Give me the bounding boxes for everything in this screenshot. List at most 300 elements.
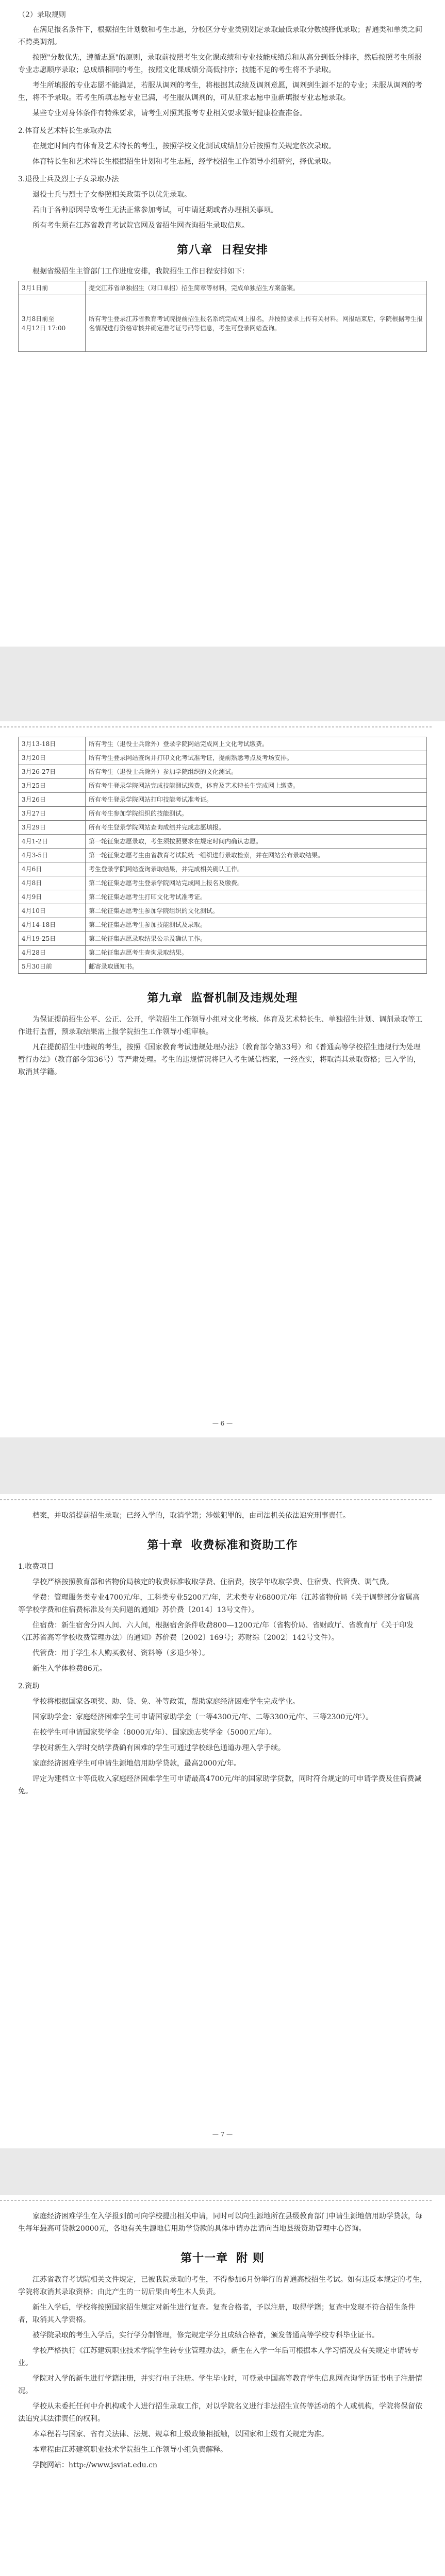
divider-dot — [14, 726, 17, 727]
divider-dot — [274, 1499, 276, 1500]
divider-dot — [123, 2200, 125, 2201]
divider-dot — [159, 1499, 161, 1500]
paragraph: 学校严格执行《江苏建筑职业技术学院学生转专业管理办法》，新生在入学一年后可根据本人学习情况及有关规定申请转专业。 — [18, 2347, 419, 2367]
divider-dot — [310, 726, 312, 727]
divider-dot — [271, 2200, 273, 2201]
divider-dot — [162, 2200, 164, 2201]
divider-dot — [217, 2200, 219, 2201]
divider-dot — [134, 726, 136, 727]
table-cell-desc: 第二轮征集志愿考生登录学院网站完成网上报名及缴费。 — [86, 876, 427, 890]
divider-dot — [292, 1499, 294, 1500]
paragraph: 所有考生须在江苏省教育考试院官网及省招生网查询招生录取信息。 — [32, 222, 249, 230]
divider-dot — [0, 726, 2, 727]
divider-dot — [162, 726, 164, 727]
divider-dot — [300, 2200, 302, 2201]
divider-dot — [90, 2200, 92, 2201]
divider-dot — [58, 1499, 60, 1500]
divider-dot — [310, 2200, 312, 2201]
divider-dot — [422, 1499, 424, 1500]
divider-dot — [404, 1499, 406, 1500]
table-cell-date: 4月1-2日 — [19, 835, 86, 849]
divider-dot — [14, 2200, 17, 2201]
page-gap — [0, 1437, 445, 1494]
divider-dot — [426, 1499, 428, 1500]
divider-dot — [40, 2200, 42, 2201]
table-row — [19, 918, 427, 932]
divider-dot — [112, 2200, 114, 2201]
divider-dot — [383, 2200, 385, 2201]
divider-dot — [119, 1499, 121, 1500]
divider-dot — [83, 726, 85, 727]
divider-dot — [148, 1499, 150, 1500]
divider-dot — [97, 726, 100, 727]
divider-dot — [69, 726, 71, 727]
divider-dot — [419, 1499, 421, 1500]
divider-dot — [350, 726, 352, 727]
table-cell-date: 4月9日 — [19, 890, 86, 904]
divider-dot — [379, 1499, 381, 1500]
divider-dot — [79, 1499, 81, 1500]
divider-dot — [54, 1499, 56, 1500]
divider-dot — [383, 726, 385, 727]
paragraph: 学院对入学的新生进行学籍注册，并实行电子注册。学生毕业时，可登录中国高等教育学生信息网查询学历证书电子注册情况。 — [18, 2375, 422, 2395]
divider-dot — [253, 1499, 255, 1500]
table-cell-date: 4月8日 — [19, 876, 86, 890]
divider-dot — [213, 2200, 215, 2201]
divider-dot — [249, 1499, 251, 1500]
divider-dot — [72, 1499, 74, 1500]
divider-dot — [375, 2200, 377, 2201]
table-row — [19, 793, 427, 807]
divider-dot — [242, 726, 244, 727]
divider-dot — [4, 726, 6, 727]
divider-dot — [354, 1499, 356, 1500]
divider-dot — [368, 1499, 370, 1500]
divider-dot — [170, 726, 172, 727]
divider-dot — [267, 726, 269, 727]
divider-dot — [357, 726, 359, 727]
divider-dot — [289, 2200, 291, 2201]
table-cell-date: 3月26日 — [19, 793, 86, 807]
table-row — [19, 779, 427, 793]
divider-dot — [263, 2200, 266, 2201]
divider-dot — [390, 2200, 392, 2201]
divider-dot — [336, 1499, 338, 1500]
chapter-name: 收费标准和资助工作 — [191, 1539, 298, 1552]
table-cell-desc: 所有考生登录江苏省教育考试院提前招生报名系统完成网上报名，并按照要求上传有关材料。网报结束后，学院根据考生报名情况进行资格审核并确定准考证号码等信息，考生可登录网站查询。 — [86, 295, 427, 352]
divider-dot — [199, 1499, 201, 1500]
divider-dot — [32, 726, 35, 727]
schedule-table — [18, 737, 427, 974]
table-row — [19, 821, 427, 835]
divider-dot — [430, 2200, 432, 2201]
table-cell-date: 3月26-27日 — [19, 765, 86, 779]
divider-dot — [105, 1499, 107, 1500]
chapter-title — [18, 2249, 427, 2265]
divider-dot — [152, 2200, 154, 2201]
divider-dot — [61, 726, 63, 727]
divider-dot — [134, 2200, 136, 2201]
divider-dot — [148, 2200, 150, 2201]
divider-dot — [318, 2200, 320, 2201]
divider-dot — [76, 1499, 78, 1500]
chapter-title — [18, 1536, 427, 1552]
divider-dot — [199, 726, 201, 727]
divider-dot — [119, 726, 121, 727]
divider-dot — [97, 2200, 100, 2201]
divider-dot — [314, 2200, 316, 2201]
divider-dot — [249, 2200, 251, 2201]
divider-dot — [184, 1499, 186, 1500]
divider-dot — [411, 1499, 414, 1500]
divider-dot — [72, 2200, 74, 2201]
divider-dot — [47, 2200, 49, 2201]
table-cell-desc: 第二轮征集志愿考生查询录取结果。 — [86, 946, 427, 960]
divider-dot — [285, 1499, 287, 1500]
divider-dot — [336, 2200, 338, 2201]
divider-dot — [368, 726, 370, 727]
divider-dot — [390, 726, 392, 727]
divider-dot — [22, 1499, 24, 1500]
paragraph: 学费：管理服务类专业4700元/年，工科类专业5200元/年，艺术类专业6800元/年（江苏省物价局《关于调整部分省属高等学校学费和住宿费标准及有关问题的通知》苏价费〔2014〕13号文件）。 — [18, 1594, 420, 1614]
divider-dot — [253, 2200, 255, 2201]
divider-dot — [43, 1499, 45, 1500]
divider-dot — [235, 2200, 237, 2201]
divider-dot — [112, 726, 114, 727]
divider-dot — [65, 2200, 67, 2201]
divider-dot — [379, 726, 381, 727]
divider-dot — [188, 726, 190, 727]
divider-dot — [372, 726, 374, 727]
divider-dot — [256, 2200, 258, 2201]
paragraph: 某些专业对身体条件有特殊要求，请考生对照其报考专业相关要求做好健康检查准备。 — [32, 109, 307, 117]
divider-dot — [397, 2200, 399, 2201]
divider-dot — [404, 726, 406, 727]
table-row — [19, 862, 427, 876]
table-cell-date: 4月14-18日 — [19, 918, 86, 932]
divider-dot — [123, 726, 125, 727]
divider-dot — [401, 726, 403, 727]
divider-dot — [32, 2200, 35, 2201]
divider-dot — [357, 1499, 359, 1500]
paragraph: 退役士兵与烈士子女参照相关政策予以优先录取。 — [32, 191, 191, 199]
paragraph: 学校严格按照教育部和省物价局核定的收费标准收取学费、住宿费，按学年收取学费、住宿费、代管费、调气费。 — [32, 1578, 393, 1586]
divider-dot — [300, 1499, 302, 1500]
divider-dot — [426, 726, 428, 727]
divider-dot — [336, 726, 338, 727]
table-row — [19, 751, 427, 765]
divider-dot — [108, 726, 110, 727]
divider-dot — [271, 726, 273, 727]
divider-dot — [404, 2200, 406, 2201]
divider-dot — [137, 726, 139, 727]
divider-dot — [141, 2200, 143, 2201]
divider-dot — [170, 2200, 172, 2201]
page-gap — [0, 2148, 445, 2195]
paragraph: 若由于各种原因导致考生无法正常参加考试，可申请延期或者办理相关事项。 — [32, 206, 278, 214]
divider-dot — [227, 1499, 229, 1500]
divider-dot — [314, 726, 316, 727]
divider-dot — [130, 726, 132, 727]
divider-dot — [415, 2200, 417, 2201]
divider-dot — [260, 1499, 262, 1500]
divider-dot — [137, 1499, 139, 1500]
divider-dot — [368, 2200, 370, 2201]
divider-dot — [36, 726, 38, 727]
divider-dot — [116, 1499, 118, 1500]
divider-dot — [166, 1499, 168, 1500]
paragraph: 考生所填报的专业志愿不能满足，若服从调剂的考生，将根据其成绩及调剂意愿，调剂到生源不足的专业；未服从调剂的考生，将不予录取。若考生所填志愿专业已满，考生服从调剂的，可从征求志愿中重新填报专业志愿录取。 — [18, 81, 422, 102]
divider-dot — [245, 2200, 248, 2201]
table-cell-date: 4月3-5日 — [19, 849, 86, 862]
divider-dot — [296, 726, 298, 727]
table-row — [19, 849, 427, 862]
divider-dot — [76, 726, 78, 727]
divider-dot — [411, 2200, 414, 2201]
table-cell-desc: 第一轮征集志愿录取，考生须按照要求在规定时间内确认志愿。 — [86, 835, 427, 849]
divider-dot — [325, 726, 327, 727]
intro-heading: （2）录取规则 — [18, 11, 66, 19]
divider-dot — [408, 726, 410, 727]
divider-dot — [184, 2200, 186, 2201]
divider-dot — [116, 726, 118, 727]
divider-dot — [94, 1499, 96, 1500]
divider-dot — [4, 2200, 6, 2201]
divider-dot — [224, 726, 226, 727]
divider-dot — [307, 726, 309, 727]
divider-dot — [65, 726, 67, 727]
divider-dot — [51, 1499, 53, 1500]
divider-dot — [296, 1499, 298, 1500]
divider-dot — [195, 726, 197, 727]
divider-dot — [321, 2200, 323, 2201]
divider-dot — [238, 2200, 240, 2201]
divider-dot — [361, 2200, 363, 2201]
divider-dot — [191, 1499, 193, 1500]
divider-dot — [390, 1499, 392, 1500]
divider-dot — [361, 1499, 363, 1500]
divider-dot — [162, 1499, 164, 1500]
divider-dot — [11, 726, 13, 727]
schedule-intro: 根据省级招生主管部门工作进度安排，我院招生工作日程安排如下： — [32, 267, 249, 276]
divider-dot — [36, 2200, 38, 2201]
table-row — [19, 737, 427, 751]
divider-dot — [372, 1499, 374, 1500]
paragraph: 学校从未委托任何中介机构或个人进行招生录取工作，对以学院名义进行非法招生宣传等活动的个人或机构，学院将保留依法追究其法律责任的权利。 — [18, 2402, 422, 2423]
divider-dot — [365, 1499, 367, 1500]
divider-dot — [155, 2200, 157, 2201]
divider-dot — [191, 726, 193, 727]
divider-dot — [173, 1499, 175, 1500]
divider-dot — [79, 2200, 81, 2201]
divider-dot — [40, 1499, 42, 1500]
divider-dot — [263, 726, 266, 727]
divider-dot — [354, 726, 356, 727]
divider-dot — [180, 2200, 183, 2201]
table-row — [19, 890, 427, 904]
divider-dot — [422, 2200, 424, 2201]
divider-dot — [101, 1499, 103, 1500]
divider-dot — [245, 726, 248, 727]
divider-dot — [260, 726, 262, 727]
divider-dot — [177, 1499, 179, 1500]
divider-dot — [61, 2200, 63, 2201]
divider-dot — [94, 2200, 96, 2201]
divider-dot — [267, 1499, 269, 1500]
divider-dot — [426, 2200, 428, 2201]
divider-dot — [159, 2200, 161, 2201]
divider-dot — [386, 2200, 388, 2201]
divider-dot — [54, 2200, 56, 2201]
divider-dot — [354, 2200, 356, 2201]
divider-dot — [83, 2200, 85, 2201]
divider — [0, 2195, 445, 2196]
table-row — [19, 876, 427, 890]
page-3 — [0, 1494, 445, 2148]
divider-dot — [408, 2200, 410, 2201]
paragraph: 本章程若与国家、省有关法律、法规、规章和上级政策相抵触，以国家和上级有关规定为准。 — [32, 2430, 328, 2438]
divider-dot — [43, 2200, 45, 2201]
divider-dot — [430, 1499, 432, 1500]
divider-dot — [220, 726, 222, 727]
website-line: 学院网站：http://www.jsviat.edu.cn — [32, 2461, 158, 2469]
divider-dot — [155, 726, 157, 727]
divider-dot — [144, 1499, 146, 1500]
divider-dot — [289, 726, 291, 727]
table-cell-desc: 所有考生登录网站查询并打印文化考试准考证，提前熟悉考点及考场安排。 — [86, 751, 427, 765]
divider-dot — [350, 1499, 352, 1500]
table-row — [19, 835, 427, 849]
divider-dot — [292, 2200, 294, 2201]
divider-dot — [328, 1499, 331, 1500]
table-cell-desc: 第二轮征集志愿录取结果公示及确认工作。 — [86, 932, 427, 946]
divider-dot — [393, 2200, 395, 2201]
divider-dot — [375, 1499, 377, 1500]
table-cell-date: 4月6日 — [19, 862, 86, 876]
chapter-title — [18, 989, 427, 1005]
table-cell-desc: 所有考生登录学院网站打印技能考试准考证。 — [86, 793, 427, 807]
table-cell-desc: 所有考生登录学院网站完成技能测试缴费，体育及艺术特长生完成网上缴费。 — [86, 779, 427, 793]
divider-dot — [419, 2200, 421, 2201]
table-cell-desc: 第二轮征集志愿考生参加技能测试及录取。 — [86, 918, 427, 932]
divider-dot — [126, 2200, 128, 2201]
divider-dot — [393, 726, 395, 727]
divider-dot — [242, 1499, 244, 1500]
divider-dot — [54, 726, 56, 727]
divider-dot — [202, 2200, 204, 2201]
divider-dot — [51, 2200, 53, 2201]
divider-dot — [386, 726, 388, 727]
divider-dot — [58, 2200, 60, 2201]
paragraph: 学校将根据国家各项奖、助、贷、免、补等政策，帮助家庭经济困难学生完成学业。 — [32, 1698, 300, 1706]
divider-dot — [94, 726, 96, 727]
divider-dot — [278, 2200, 280, 2201]
divider-dot — [191, 2200, 193, 2201]
chapter-number: 第九章 — [147, 992, 183, 1005]
divider-dot — [47, 726, 49, 727]
divider-dot — [18, 2200, 20, 2201]
divider-dot — [430, 726, 432, 727]
divider-dot — [343, 726, 345, 727]
divider-dot — [408, 1499, 410, 1500]
table-row — [19, 960, 427, 974]
table-cell-date: 5月30日前 — [19, 960, 86, 974]
divider-dot — [101, 2200, 103, 2201]
divider-dot — [87, 2200, 89, 2201]
divider-dot — [274, 2200, 276, 2201]
divider-dot — [347, 1499, 349, 1500]
divider-dot — [213, 726, 215, 727]
paragraph: 在满足报名条件下，根据招生计划数和考生志愿，分校区分专业类别划定录取最低录取分数线择优录取；普通类和单类之间不跨类调剂。 — [18, 26, 422, 46]
paragraph: 档案，并取消提前招生录取；已经入学的，取消学籍；涉嫌犯罪的，由司法机关依法追究刑事责任。 — [32, 1512, 350, 1520]
divider-dot — [289, 1499, 291, 1500]
divider-dot — [422, 726, 424, 727]
chapter-number: 第十一章 — [180, 2252, 228, 2265]
table-row — [19, 932, 427, 946]
divider-dot — [188, 2200, 190, 2201]
table-cell-desc: 所有考生（退役士兵除外）参加学院组织的文化测试。 — [86, 765, 427, 779]
table-cell-date: 4月10日 — [19, 904, 86, 918]
divider-dot — [227, 726, 229, 727]
divider — [0, 721, 445, 722]
divider-dot — [61, 1499, 63, 1500]
divider-dot — [263, 1499, 266, 1500]
divider-dot — [307, 1499, 309, 1500]
divider-dot — [25, 726, 27, 727]
divider-dot — [105, 726, 107, 727]
divider-dot — [339, 726, 341, 727]
divider-dot — [36, 1499, 38, 1500]
divider-dot — [314, 1499, 316, 1500]
divider-dot — [177, 726, 179, 727]
table-cell-date: 3月1日前 — [19, 281, 86, 295]
divider-dot — [108, 2200, 110, 2201]
divider-dot — [97, 1499, 100, 1500]
divider-dot — [310, 1499, 312, 1500]
divider-dot — [227, 2200, 229, 2201]
divider-dot — [260, 2200, 262, 2201]
paragraph: 体育特长生和艺术特长生根据招生计划和考生志愿，经学校招生工作领导小组研究，择优录取。 — [32, 158, 336, 166]
divider-dot — [0, 1499, 2, 1500]
divider-dot — [180, 1499, 183, 1500]
divider-dot — [195, 2200, 197, 2201]
divider-dot — [180, 726, 183, 727]
divider-dot — [58, 726, 60, 727]
divider-dot — [123, 1499, 125, 1500]
divider-dot — [379, 2200, 381, 2201]
divider-dot — [231, 2200, 233, 2201]
divider-dot — [155, 1499, 157, 1500]
divider-dot — [29, 1499, 31, 1500]
divider-dot — [206, 726, 208, 727]
divider-dot — [386, 1499, 388, 1500]
divider-dot — [300, 726, 302, 727]
divider-dot — [401, 1499, 403, 1500]
divider-dot — [411, 726, 414, 727]
divider-dot — [22, 726, 24, 727]
divider-dot — [401, 2200, 403, 2201]
paragraph: 住宿费：新生宿舍分四人间、六人间，根据宿舍条件收费800—1200元/年（省物价局、省财政厅、省教育厅《关于印发〈江苏省高等学校收费管理办法〉的通知》苏价费〔2002〕169号；苏财综〔2002〕142号文件）。 — [18, 1621, 414, 1642]
divider-dot — [274, 726, 276, 727]
table-row — [19, 904, 427, 918]
divider-dot — [22, 2200, 24, 2201]
divider-dot — [116, 2200, 118, 2201]
divider-dot — [213, 1499, 215, 1500]
divider-dot — [141, 1499, 143, 1500]
divider-dot — [43, 726, 45, 727]
divider-dot — [307, 2200, 309, 2201]
paragraph: 本章程由江苏建筑职业技术学院招生工作领导小组负责解释。 — [32, 2446, 227, 2454]
